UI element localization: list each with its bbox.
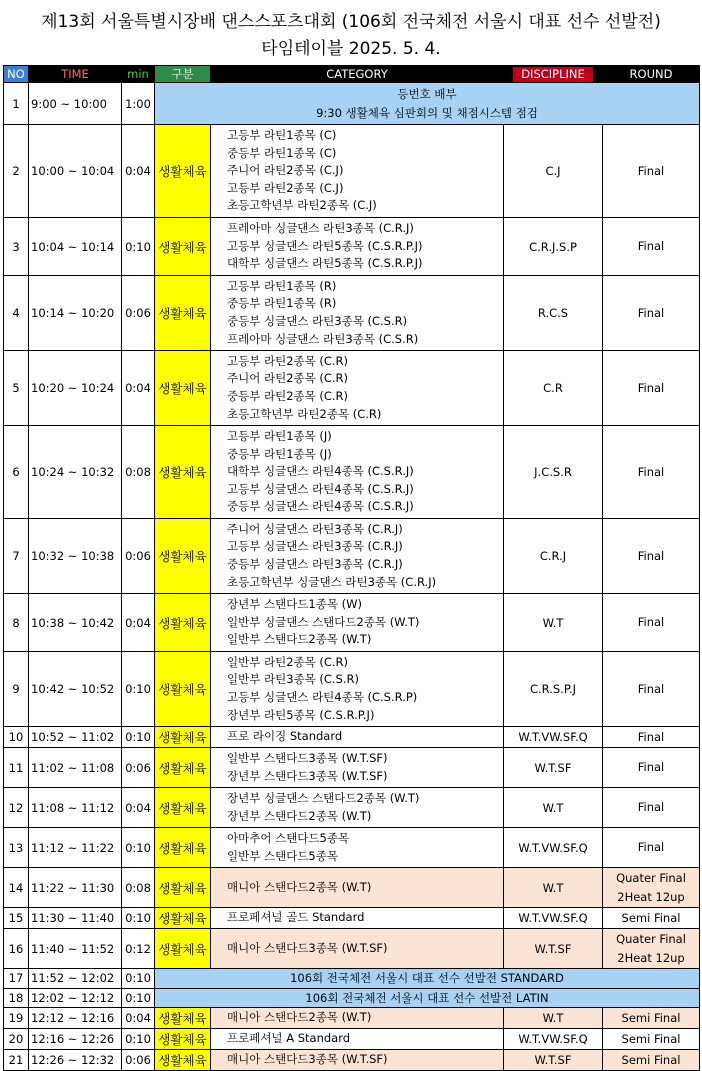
- table-row: [4, 519, 700, 594]
- row-time: 10:24 ~ 10:32: [29, 426, 122, 519]
- row-round: [603, 519, 700, 594]
- category-line: 매니아 스탠다드3종목 (W.T.SF): [227, 940, 388, 955]
- row-round: [603, 1008, 700, 1029]
- category-line: 고등부 라틴2종목 (C.R): [227, 353, 349, 368]
- category-line: 장년부 스탠다드3종목 (W.T.SF): [227, 768, 388, 783]
- row-no: 17: [4, 969, 29, 989]
- row-min: 0:10: [122, 908, 155, 929]
- row-no: 12: [4, 788, 29, 828]
- row-notice: [155, 83, 700, 125]
- category-line: 주니어 싱글댄스 라틴3종목 (C.R.J): [227, 521, 403, 536]
- row-category: [211, 594, 504, 652]
- category-line: 고등부 라틴1종목 (J): [227, 429, 332, 444]
- round-line: Semi Final: [621, 910, 681, 925]
- row-no: 10: [4, 727, 29, 748]
- row-no: 19: [4, 1008, 29, 1029]
- row-discipline: W.T: [504, 594, 603, 652]
- row-min: 0:08: [122, 426, 155, 519]
- category-line: 중등부 라틴1종목 (C): [227, 145, 337, 160]
- row-no: 4: [4, 276, 29, 351]
- table-row: [4, 276, 700, 351]
- row-no: 20: [4, 1029, 29, 1050]
- round-line: Quater Final: [616, 870, 686, 885]
- row-time: 10:20 ~ 10:24: [29, 351, 122, 426]
- col-header-discipline: [504, 66, 603, 83]
- timetable: [3, 65, 700, 1071]
- row-time: 11:12 ~ 11:22: [29, 828, 122, 868]
- row-round: [603, 929, 700, 969]
- row-category: [211, 426, 504, 519]
- row-time: 12:26 ~ 12:32: [29, 1050, 122, 1071]
- row-discipline: W.T.VW.SF.Q: [504, 828, 603, 868]
- col-header-min: min: [122, 66, 155, 83]
- row-min: 0:04: [122, 788, 155, 828]
- table-row: [4, 868, 700, 908]
- notice-line: 106회 전국체전 서울시 대표 선수 선발전 STANDARD: [290, 971, 564, 985]
- row-gubun: 생활체육: [155, 908, 211, 929]
- round-line: Final: [637, 760, 665, 774]
- category-line: 일반부 스탠다드2종목 (W.T): [227, 632, 372, 647]
- category-line: 중등부 싱글댄스 라틴3종목 (C.S.R): [227, 314, 408, 328]
- row-round: [603, 125, 700, 218]
- row-gubun: 생활체육: [155, 351, 211, 426]
- round-line: Final: [637, 163, 665, 178]
- row-time: 11:08 ~ 11:12: [29, 788, 122, 828]
- col-header-category: CATEGORY: [211, 66, 504, 83]
- row-min: 0:10: [122, 828, 155, 868]
- row-gubun: 생활체육: [155, 748, 211, 788]
- row-round: [603, 727, 700, 748]
- row-gubun: 생활체육: [155, 426, 211, 519]
- notice-line: 등번호 배부: [397, 87, 457, 101]
- category-line: 고등부 싱글댄스 라틴4종목 (C.S.R.P): [227, 690, 418, 704]
- row-round: [603, 828, 700, 868]
- col-header-round: ROUND: [603, 66, 700, 83]
- category-line: 프로페셔널 골드 Standard: [227, 910, 365, 925]
- row-time: 12:12 ~ 12:16: [29, 1008, 122, 1029]
- row-category: [211, 652, 504, 727]
- table-row: [4, 929, 700, 969]
- row-no: 13: [4, 828, 29, 868]
- row-round: [603, 868, 700, 908]
- row-category: [211, 727, 504, 748]
- row-round: [603, 426, 700, 519]
- category-line: 중등부 라틴1종목 (R): [227, 296, 337, 311]
- row-gubun: 생활체육: [155, 788, 211, 828]
- category-line: 고등부 싱글댄스 라틴5종목 (C.S.R.P.J): [227, 238, 423, 253]
- col-header-gubun: 구분: [155, 66, 211, 83]
- row-discipline: W.T.SF: [504, 929, 603, 969]
- row-no: 1: [4, 83, 29, 125]
- round-line: Final: [637, 729, 665, 744]
- row-discipline: W.T.SF: [504, 1050, 603, 1071]
- col-header-time: TIME: [29, 66, 122, 83]
- round-line: Final: [637, 615, 665, 629]
- table-row: [4, 727, 700, 748]
- row-round: [603, 748, 700, 788]
- page-subtitle: 타임테이블 2025. 5. 4.: [261, 39, 441, 59]
- row-min: 0:06: [122, 1050, 155, 1071]
- table-row: [4, 125, 700, 218]
- row-min: 0:04: [122, 594, 155, 652]
- round-line: Final: [637, 548, 665, 563]
- category-line: 중등부 라틴2종목 (C.R): [227, 389, 349, 403]
- category-line: 프로페셔널 A Standard: [227, 1031, 351, 1046]
- category-line: 일반부 스탠다드5종목: [227, 848, 338, 863]
- row-time: 11:52 ~ 12:02: [29, 969, 122, 989]
- table-row: [4, 652, 700, 727]
- round-line: 2Heat 12up: [617, 889, 685, 904]
- table-row: [4, 1029, 700, 1050]
- row-time: 10:38 ~ 10:42: [29, 594, 122, 652]
- row-time: 11:30 ~ 11:40: [29, 908, 122, 929]
- row-round: [603, 594, 700, 652]
- round-line: Final: [637, 239, 665, 253]
- category-line: 초등고학년부 라틴2종목 (C.R): [227, 406, 382, 421]
- row-gubun: 생활체육: [155, 1008, 211, 1029]
- row-discipline: C.R.S.P.J: [504, 652, 603, 727]
- category-line: 일반부 스탠다드3종목 (W.T.SF): [227, 750, 388, 765]
- round-line: 2Heat 12up: [617, 950, 685, 965]
- row-notice: [155, 988, 700, 1008]
- row-category: [211, 218, 504, 276]
- row-time: 10:32 ~ 10:38: [29, 519, 122, 594]
- category-line: 주니어 라틴2종목 (C.J): [227, 163, 344, 178]
- row-category: [211, 828, 504, 868]
- row-discipline: C.R.J: [504, 519, 603, 594]
- category-line: 고등부 라틴1종목 (C): [227, 128, 337, 143]
- round-line: Final: [637, 464, 665, 479]
- row-discipline: C.J: [504, 125, 603, 218]
- row-time: 12:02 ~ 12:12: [29, 988, 122, 1008]
- page-title: 제13회 서울특별시장배 댄스스포츠대회 (106회 전국체전 서울시 대표 선수 선발전): [41, 12, 661, 32]
- table-row: [4, 1050, 700, 1071]
- category-line: 일반부 싱글댄스 스탠다드2종목 (W.T): [227, 614, 420, 629]
- row-round: [603, 788, 700, 828]
- category-line: 매니아 스탠다드2종목 (W.T): [227, 1010, 372, 1025]
- table-row: [4, 788, 700, 828]
- category-line: 매니아 스탠다드3종목 (W.T.SF): [227, 1052, 388, 1067]
- row-gubun: 생활체육: [155, 868, 211, 908]
- category-line: 일반부 라틴2종목 (C.R): [227, 654, 349, 669]
- row-no: 16: [4, 929, 29, 969]
- row-round: [603, 351, 700, 426]
- round-line: Final: [637, 380, 665, 395]
- round-line: Quater Final: [616, 931, 686, 946]
- row-min: 0:04: [122, 1008, 155, 1029]
- row-time: 11:22 ~ 11:30: [29, 868, 122, 908]
- row-gubun: 생활체육: [155, 125, 211, 218]
- row-no: 11: [4, 748, 29, 788]
- category-line: 주니어 라틴2종목 (C.R): [227, 371, 349, 386]
- row-gubun: 생활체육: [155, 929, 211, 969]
- table-row: [4, 594, 700, 652]
- row-gubun: 생활체육: [155, 519, 211, 594]
- row-gubun: 생활체육: [155, 594, 211, 652]
- row-time: 10:00 ~ 10:04: [29, 125, 122, 218]
- row-no: 8: [4, 594, 29, 652]
- row-round: [603, 1029, 700, 1050]
- row-round: [603, 652, 700, 727]
- row-discipline: R.C.S: [504, 276, 603, 351]
- table-row: [4, 351, 700, 426]
- row-category: [211, 929, 504, 969]
- category-line: 프레아마 싱글댄스 라틴3종목 (C.R.J): [227, 221, 414, 236]
- row-discipline: J.C.S.R: [504, 426, 603, 519]
- row-no: 9: [4, 652, 29, 727]
- table-row: [4, 908, 700, 929]
- row-min: 0:06: [122, 276, 155, 351]
- row-min: 0:06: [122, 748, 155, 788]
- category-line: 중등부 싱글댄스 라틴4종목 (C.S.R.J): [227, 499, 414, 514]
- row-category: [211, 788, 504, 828]
- category-line: 프레아마 싱글댄스 라틴3종목 (C.S.R): [227, 331, 419, 346]
- row-time: 12:16 ~ 12:26: [29, 1029, 122, 1050]
- row-min: 0:10: [122, 1029, 155, 1050]
- table-row: [4, 748, 700, 788]
- table-row: [4, 969, 700, 989]
- col-header-no: NO: [4, 66, 29, 83]
- round-line: Final: [637, 840, 665, 854]
- category-line: 초등고학년부 라틴2종목 (C.J): [227, 198, 377, 213]
- round-line: Semi Final: [621, 1031, 681, 1046]
- round-line: Semi Final: [621, 1052, 681, 1067]
- row-min: 0:04: [122, 351, 155, 426]
- row-round: [603, 908, 700, 929]
- row-no: 6: [4, 426, 29, 519]
- row-min: 0:10: [122, 988, 155, 1008]
- category-line: 장년부 라틴5종목 (C.S.R.P.J): [227, 707, 375, 722]
- row-gubun: 생활체육: [155, 1050, 211, 1071]
- row-category: [211, 1050, 504, 1071]
- row-category: [211, 1008, 504, 1029]
- category-line: 고등부 라틴2종목 (C.J): [227, 180, 344, 195]
- table-row: [4, 83, 700, 125]
- row-discipline: W.T: [504, 1008, 603, 1029]
- row-category: [211, 519, 504, 594]
- row-category: [211, 125, 504, 218]
- row-time: 10:52 ~ 11:02: [29, 727, 122, 748]
- category-line: 일반부 라틴3종목 (C.S.R): [227, 672, 359, 687]
- row-discipline: C.R.J.S.P: [504, 218, 603, 276]
- category-line: 초등고학년부 싱글댄스 라틴3종목 (C.R.J): [227, 574, 437, 589]
- round-line: Final: [637, 305, 665, 320]
- row-min: 0:12: [122, 929, 155, 969]
- row-time: 10:42 ~ 10:52: [29, 652, 122, 727]
- discipline-label: DISCIPLINE: [513, 67, 593, 82]
- row-gubun: 생활체육: [155, 276, 211, 351]
- row-round: [603, 1050, 700, 1071]
- table-row: [4, 1008, 700, 1029]
- category-line: 아마추어 스탠다드5종목: [227, 830, 350, 845]
- row-gubun: 생활체육: [155, 727, 211, 748]
- row-no: 3: [4, 218, 29, 276]
- category-line: 중등부 라틴1종목 (J): [227, 446, 332, 461]
- row-category: [211, 748, 504, 788]
- row-no: 5: [4, 351, 29, 426]
- category-line: 장년부 스탠다드1종목 (W): [227, 597, 362, 612]
- row-discipline: W.T: [504, 788, 603, 828]
- row-no: 2: [4, 125, 29, 218]
- row-min: 0:08: [122, 868, 155, 908]
- category-line: 대학부 싱글댄스 라틴4종목 (C.S.R.J): [227, 464, 414, 479]
- row-time: 10:14 ~ 10:20: [29, 276, 122, 351]
- row-discipline: W.T.VW.SF.Q: [504, 727, 603, 748]
- row-min: 0:10: [122, 969, 155, 989]
- category-line: 프로 라이징 Standard: [227, 729, 343, 744]
- row-round: [603, 218, 700, 276]
- row-category: [211, 908, 504, 929]
- category-line: 고등부 라틴1종목 (R): [227, 278, 337, 293]
- row-min: 0:10: [122, 727, 155, 748]
- row-category: [211, 351, 504, 426]
- table-row: [4, 828, 700, 868]
- notice-line: 106회 전국체전 서울시 대표 선수 선발전 LATIN: [305, 990, 549, 1005]
- row-min: 0:10: [122, 652, 155, 727]
- category-line: 중등부 싱글댄스 라틴3종목 (C.R.J): [227, 557, 403, 571]
- table-row: [4, 218, 700, 276]
- row-gubun: 생활체육: [155, 1029, 211, 1050]
- row-no: 21: [4, 1050, 29, 1071]
- row-round: [603, 276, 700, 351]
- row-discipline: W.T: [504, 868, 603, 908]
- category-line: 고등부 싱글댄스 라틴4종목 (C.S.R.J): [227, 481, 414, 496]
- round-line: Final: [637, 681, 665, 696]
- category-line: 장년부 싱글댄스 스탠다드2종목 (W.T): [227, 790, 420, 805]
- table-row: [4, 988, 700, 1008]
- row-category: [211, 1029, 504, 1050]
- row-discipline: W.T.VW.SF.Q: [504, 1029, 603, 1050]
- category-line: 장년부 스탠다드2종목 (W.T): [227, 808, 372, 823]
- row-category: [211, 868, 504, 908]
- row-no: 18: [4, 988, 29, 1008]
- row-discipline: C.R: [504, 351, 603, 426]
- row-gubun: 생활체육: [155, 218, 211, 276]
- header-row: [4, 66, 700, 83]
- row-no: 7: [4, 519, 29, 594]
- row-category: [211, 276, 504, 351]
- category-line: 매니아 스탠다드2종목 (W.T): [227, 879, 372, 894]
- row-discipline: W.T.SF: [504, 748, 603, 788]
- round-line: Semi Final: [621, 1010, 681, 1025]
- row-time: 11:02 ~ 11:08: [29, 748, 122, 788]
- row-notice: [155, 969, 700, 989]
- category-line: 대학부 싱글댄스 라틴5종목 (C.S.R.P.J): [227, 256, 423, 271]
- row-time: 9:00 ~ 10:00: [29, 83, 122, 125]
- table-row: [4, 426, 700, 519]
- round-line: Final: [637, 800, 665, 814]
- row-no: 15: [4, 908, 29, 929]
- category-line: 고등부 싱글댄스 라틴3종목 (C.R.J): [227, 539, 403, 554]
- row-discipline: W.T.VW.SF.Q: [504, 908, 603, 929]
- row-time: 11:40 ~ 11:52: [29, 929, 122, 969]
- row-min: 1:00: [122, 83, 155, 125]
- row-min: 0:06: [122, 519, 155, 594]
- row-gubun: 생활체육: [155, 828, 211, 868]
- row-min: 0:04: [122, 125, 155, 218]
- row-gubun: 생활체육: [155, 652, 211, 727]
- notice-line: 9:30 생활체육 심판회의 및 채점시스템 점검: [316, 105, 538, 120]
- row-min: 0:10: [122, 218, 155, 276]
- row-no: 14: [4, 868, 29, 908]
- row-time: 10:04 ~ 10:14: [29, 218, 122, 276]
